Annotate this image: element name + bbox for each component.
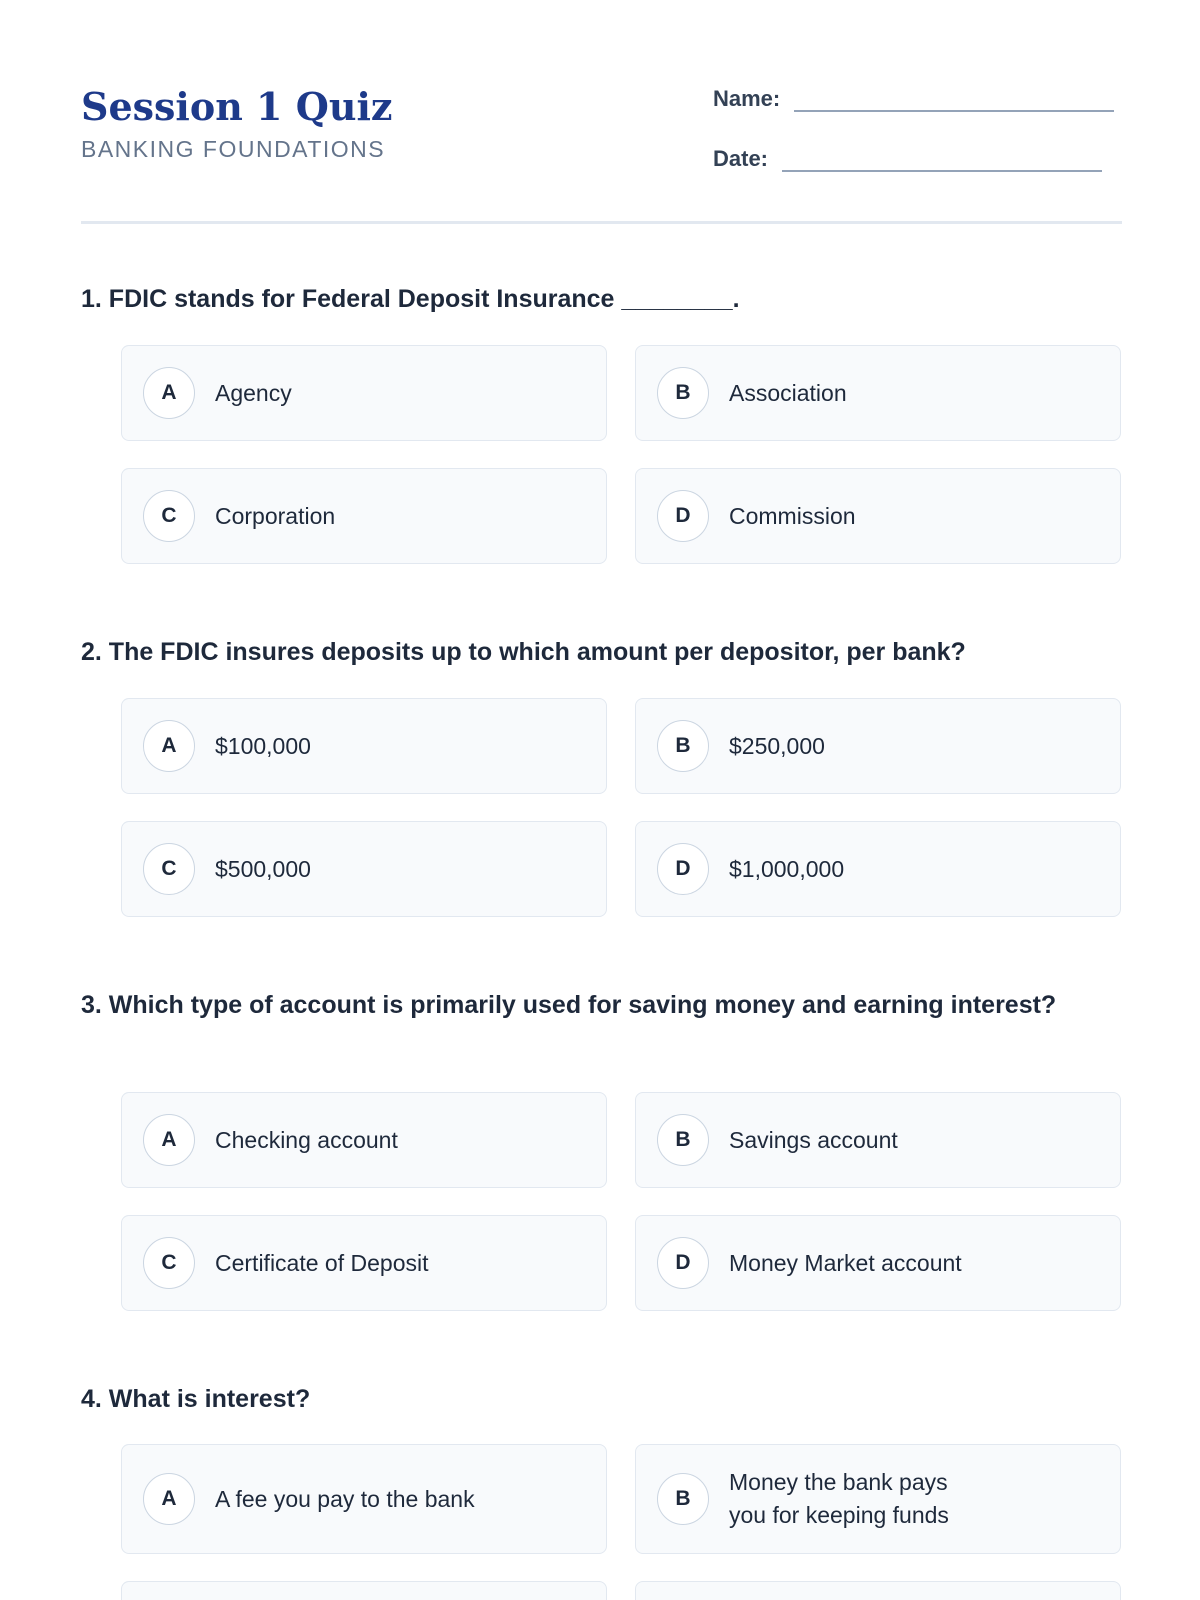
- option-letter-badge: C: [143, 1237, 195, 1289]
- option-text: $100,000: [215, 732, 311, 759]
- question-2-option-a[interactable]: [121, 698, 607, 794]
- question-3: 3. Which type of account is primarily used for saving money and earning interest?: [81, 991, 1057, 1019]
- question-1-option-b[interactable]: [635, 345, 1121, 441]
- option-text: Commission: [729, 502, 856, 529]
- question-4-option-a[interactable]: [121, 1444, 607, 1554]
- name-input-line[interactable]: [794, 86, 1114, 112]
- option-letter-badge: D: [657, 843, 709, 895]
- question-3-option-a[interactable]: [121, 1092, 607, 1188]
- option-letter-badge: D: [657, 490, 709, 542]
- option-text: Agency: [215, 379, 292, 406]
- option-letter-badge: B: [657, 367, 709, 419]
- option-text: Association: [729, 379, 847, 406]
- date-field: [713, 146, 1102, 172]
- question-2-option-d[interactable]: [635, 821, 1121, 917]
- option-letter-badge: A: [143, 1114, 195, 1166]
- quiz-header: [81, 0, 1122, 224]
- option-letter-badge: A: [143, 720, 195, 772]
- option-text: A fee you pay to the bank: [215, 1485, 475, 1512]
- question-3-option-b[interactable]: [635, 1092, 1121, 1188]
- question-4-option-d[interactable]: [635, 1581, 1121, 1600]
- question-1-option-d[interactable]: [635, 468, 1121, 564]
- date-label: Date:: [713, 146, 769, 171]
- question-2: 2. The FDIC insures deposits up to which amount per depositor, per bank?: [81, 638, 966, 666]
- option-letter-badge: B: [657, 1114, 709, 1166]
- name-field: [713, 86, 1114, 112]
- option-text: $500,000: [215, 855, 311, 882]
- option-text: Money Market account: [729, 1249, 962, 1276]
- question-4-option-c[interactable]: [121, 1581, 607, 1600]
- option-text: Certificate of Deposit: [215, 1249, 429, 1276]
- date-input-line[interactable]: [782, 146, 1102, 172]
- option-letter-badge: D: [657, 1237, 709, 1289]
- option-letter-badge: A: [143, 367, 195, 419]
- option-text: Checking account: [215, 1126, 398, 1153]
- option-letter-badge: B: [657, 720, 709, 772]
- option-letter-badge: A: [143, 1473, 195, 1525]
- question-2-option-b[interactable]: [635, 698, 1121, 794]
- option-letter-badge: C: [143, 843, 195, 895]
- option-text: Money the bank pays you for keeping funds: [729, 1469, 949, 1528]
- question-1-option-c[interactable]: [121, 468, 607, 564]
- option-text: Corporation: [215, 502, 336, 529]
- option-letter-badge: B: [657, 1473, 709, 1525]
- question-3-option-d[interactable]: [635, 1215, 1121, 1311]
- question-1: 1. FDIC stands for Federal Deposit Insurance ________.: [81, 285, 740, 313]
- question-3-option-c[interactable]: [121, 1215, 607, 1311]
- question-4: 4. What is interest?: [81, 1385, 311, 1413]
- page-subtitle: BANKING FOUNDATIONS: [81, 136, 386, 162]
- question-4-option-b[interactable]: [635, 1444, 1121, 1554]
- name-label: Name:: [713, 86, 781, 111]
- option-text: $250,000: [729, 732, 825, 759]
- page-title: Session 1 Quiz: [81, 84, 393, 129]
- question-1-option-a[interactable]: [121, 345, 607, 441]
- option-text: Savings account: [729, 1126, 898, 1153]
- question-2-option-c[interactable]: [121, 821, 607, 917]
- option-letter-badge: C: [143, 490, 195, 542]
- option-text: $1,000,000: [729, 855, 845, 882]
